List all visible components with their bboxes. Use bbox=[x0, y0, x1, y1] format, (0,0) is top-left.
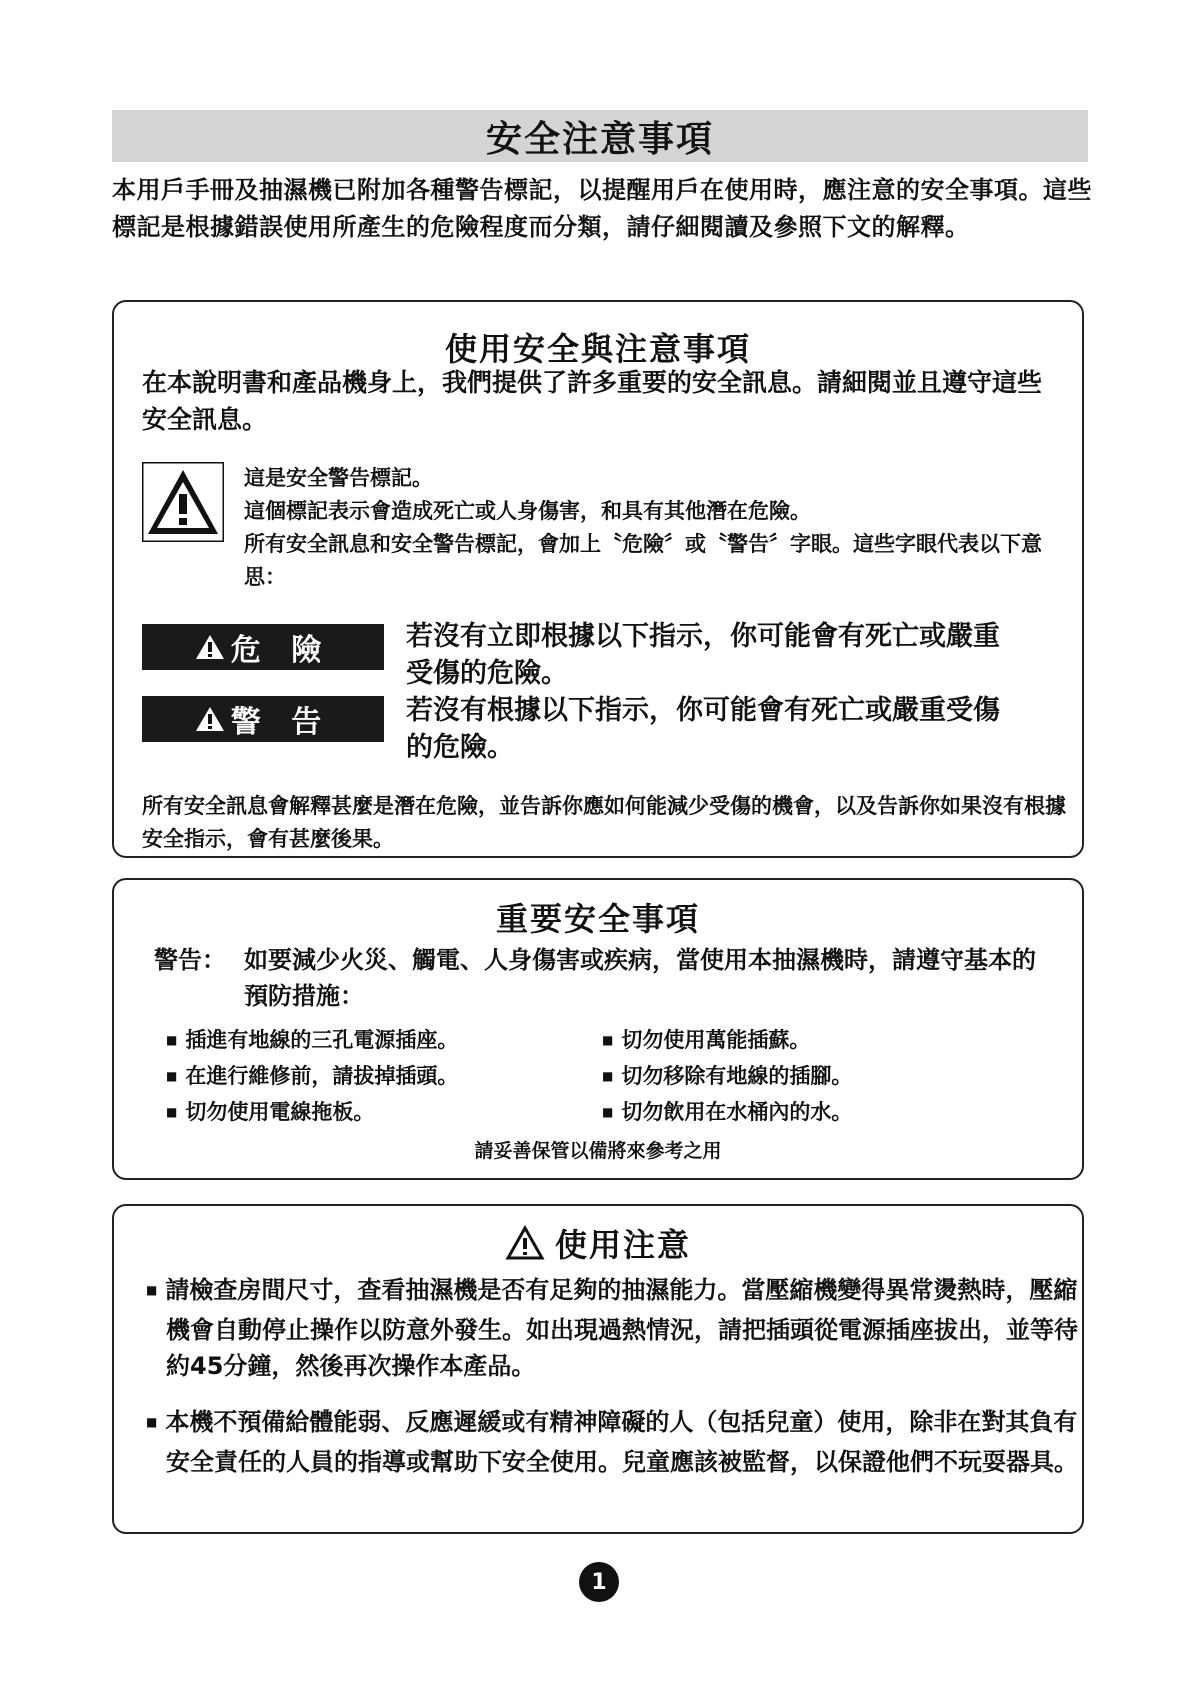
safety-box-footer: 所有安全訊息會解釋甚麼是潛在危險，並告訴你應如何能減少受傷的機會，以及告訴你如果沒有根據安全指示，會有甚麼後果。 bbox=[142, 794, 1066, 851]
page-title: 安全注意事項 bbox=[485, 118, 714, 160]
precaution-list-left bbox=[166, 1024, 458, 1132]
alert-symbol-explanation bbox=[244, 462, 1064, 594]
alert-triangle-icon bbox=[195, 633, 225, 661]
list-item: ■ 在進行維修前，請拔掉插頭。 bbox=[166, 1060, 458, 1096]
warning-triangle-icon bbox=[142, 462, 224, 542]
caution-item: ■ 請檢查房間尺寸，查看抽濕機是否有足夠的抽濕能力。當壓縮機變得異常燙熱時，壓縮機會自動停止操作以防意外發生。如出現過熱情況，請把插頭從電源插座拔出，並等待約45分鐘，然後再次操作本產品。 bbox=[146, 1272, 1086, 1384]
alert-triangle-icon bbox=[195, 705, 225, 733]
list-item: ■ 切勿飲用在水桶內的水。 bbox=[602, 1096, 852, 1132]
important-warning-text: 如要減少火災、觸電、人身傷害或疾病，當使用本抽濕機時，請遵守基本的預防措施： bbox=[244, 946, 1036, 1010]
important-box-footer: 請妥善保管以備將來參考之用 bbox=[474, 1140, 722, 1162]
danger-label bbox=[142, 624, 384, 670]
list-item: ■ 切勿移除有地線的插腳。 bbox=[602, 1060, 852, 1096]
list-item: ■ 切勿使用萬能插蘇。 bbox=[602, 1024, 852, 1060]
alert-line: 這個標記表示會造成死亡或人身傷害，和具有其他潛在危險。 bbox=[244, 499, 811, 523]
list-item: ■ 切勿使用電線拖板。 bbox=[166, 1096, 458, 1132]
precaution-list-right bbox=[602, 1024, 852, 1132]
safety-box-title: 使用安全與注意事項 bbox=[444, 330, 751, 368]
important-box-title: 重要安全事項 bbox=[495, 900, 700, 938]
danger-label-text: 危 險 bbox=[230, 633, 332, 668]
intro-paragraph: 本用戶手冊及抽濕機已附加各種警告標記，以提醒用戶在使用時，應注意的安全事項。這些標記是根據錯誤使用所產生的危險程度而分類，請仔細閱讀及參照下文的解釋。 bbox=[112, 176, 1092, 241]
caution-box bbox=[112, 1204, 1084, 1534]
page-title-bar bbox=[112, 110, 1088, 162]
alert-line: 所有安全訊息和安全警告標記，會加上〝危險〞或〝警告〞字眼。這些字眼代表以下意思： bbox=[244, 532, 1042, 589]
caution-triangle-icon bbox=[505, 1225, 545, 1261]
warning-label bbox=[142, 696, 384, 742]
caution-item: ■ 本機不預備給體能弱、反應遲緩或有精神障礙的人（包括兒童）使用，除非在對其負有安全責任的人員的指導或幫助下安全使用。兒童應該被監督，以保證他們不玩耍器具。 bbox=[146, 1404, 1086, 1480]
caution-box-title: 使用注意 bbox=[554, 1226, 691, 1264]
danger-description: 若沒有立即根據以下指示，你可能會有死亡或嚴重受傷的危險。 bbox=[406, 621, 1000, 689]
important-safety-box bbox=[112, 878, 1084, 1180]
page-number-badge: 1 bbox=[579, 1562, 619, 1602]
important-warning-label: 警告： bbox=[154, 946, 226, 974]
alert-line: 這是安全警告標記。 bbox=[244, 466, 433, 490]
safety-box-paragraph: 在本說明書和產品機身上，我們提供了許多重要的安全訊息。請細閱並且遵守這些安全訊息。 bbox=[142, 368, 1043, 434]
list-item: ■ 插進有地線的三孔電源插座。 bbox=[166, 1024, 458, 1060]
caution-box-title-row bbox=[114, 1220, 1082, 1266]
safety-notice-box bbox=[112, 300, 1084, 858]
warning-description: 若沒有根據以下指示，你可能會有死亡或嚴重受傷的危險。 bbox=[406, 695, 1000, 763]
warning-label-text: 警 告 bbox=[230, 705, 332, 740]
